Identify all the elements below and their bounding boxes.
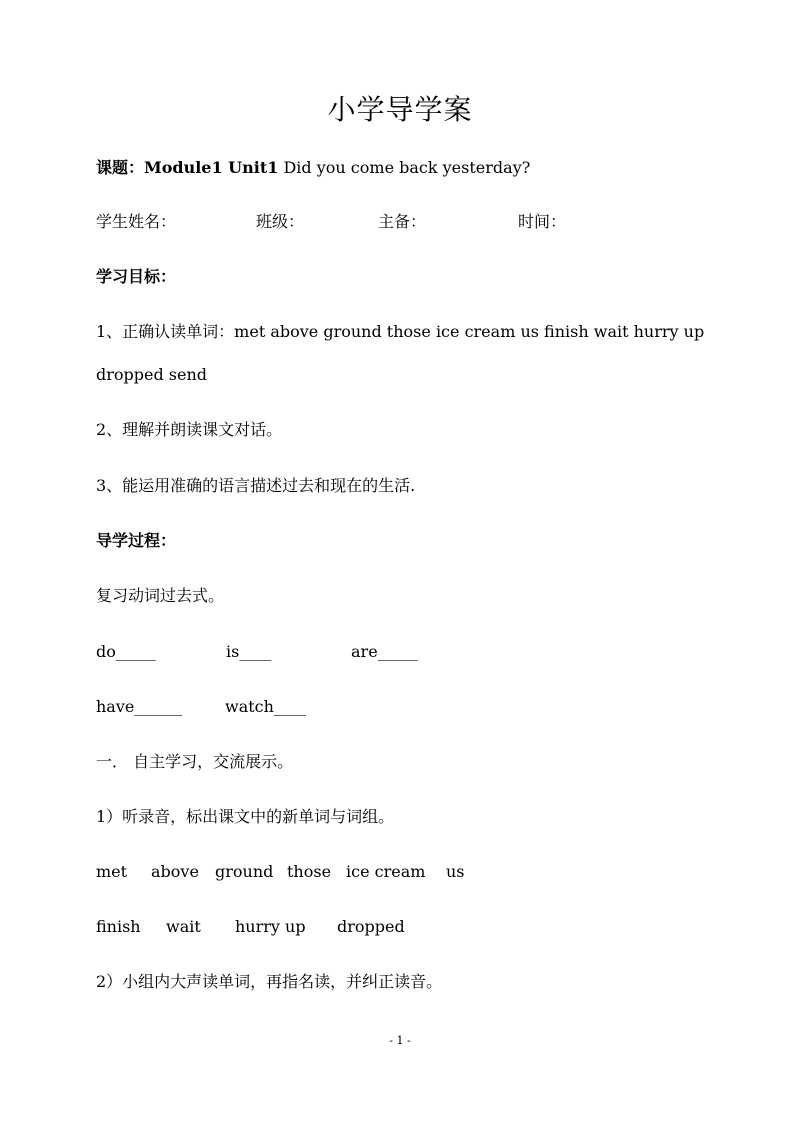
word-hurry-up: hurry up xyxy=(235,917,306,936)
word-wait: wait xyxy=(166,917,201,936)
info-fields-row xyxy=(96,212,716,232)
prepared-by-field: 主备： xyxy=(378,212,427,231)
word-dropped: dropped xyxy=(337,917,405,936)
verbs-row-1 xyxy=(96,642,496,662)
word-us: us xyxy=(446,862,465,881)
topic-unit: Module1 Unit1 xyxy=(144,158,279,177)
objective-item-1-line-1: 1、正确认读单词：met above ground those ice cream us finish wait hurry up xyxy=(96,322,705,341)
time-field: 时间： xyxy=(518,212,567,231)
topic-sentence: Did you come back yesterday? xyxy=(278,158,531,177)
words-row-1 xyxy=(96,862,516,882)
word-ground: ground xyxy=(215,862,274,881)
verb-blank-is: is____ xyxy=(226,642,272,661)
word-above: above xyxy=(151,862,199,881)
document-title: 小学导学案 xyxy=(327,93,473,126)
words-row-2 xyxy=(96,917,516,937)
objectives-heading: 学习目标： xyxy=(96,267,177,286)
verb-blank-have: have______ xyxy=(96,697,183,716)
page-number: - 1 - xyxy=(389,1034,411,1047)
student-name-field: 学生姓名： xyxy=(96,212,177,231)
word-met: met xyxy=(96,862,128,881)
section-1-heading: 一． 自主学习，交流展示。 xyxy=(96,752,294,771)
word-finish: finish xyxy=(96,917,141,936)
verb-blank-watch: watch____ xyxy=(225,697,306,716)
class-field: 班级： xyxy=(256,212,305,231)
word-ice-cream: ice cream xyxy=(346,862,426,881)
verb-blank-are: are_____ xyxy=(351,642,418,661)
process-heading: 导学过程： xyxy=(96,531,177,550)
verb-blank-do: do_____ xyxy=(96,642,156,661)
word-those: those xyxy=(287,862,332,881)
verbs-row-2 xyxy=(96,697,496,717)
topic-label: 课题： xyxy=(96,158,145,177)
step-2-instruction: 2）小组内大声读单词，再指名读，并纠正读音。 xyxy=(96,972,443,991)
step-1-instruction: 1）听录音，标出课文中的新单词与词组。 xyxy=(96,807,395,826)
topic-line xyxy=(96,158,530,178)
objective-item-2: 2、理解并朗读课文对话。 xyxy=(96,420,283,439)
review-instruction: 复习动词过去式。 xyxy=(96,586,225,605)
objective-item-1-line-2: dropped send xyxy=(96,365,208,384)
objective-item-3: 3、能运用准确的语言描述过去和现在的生活. xyxy=(96,476,416,495)
